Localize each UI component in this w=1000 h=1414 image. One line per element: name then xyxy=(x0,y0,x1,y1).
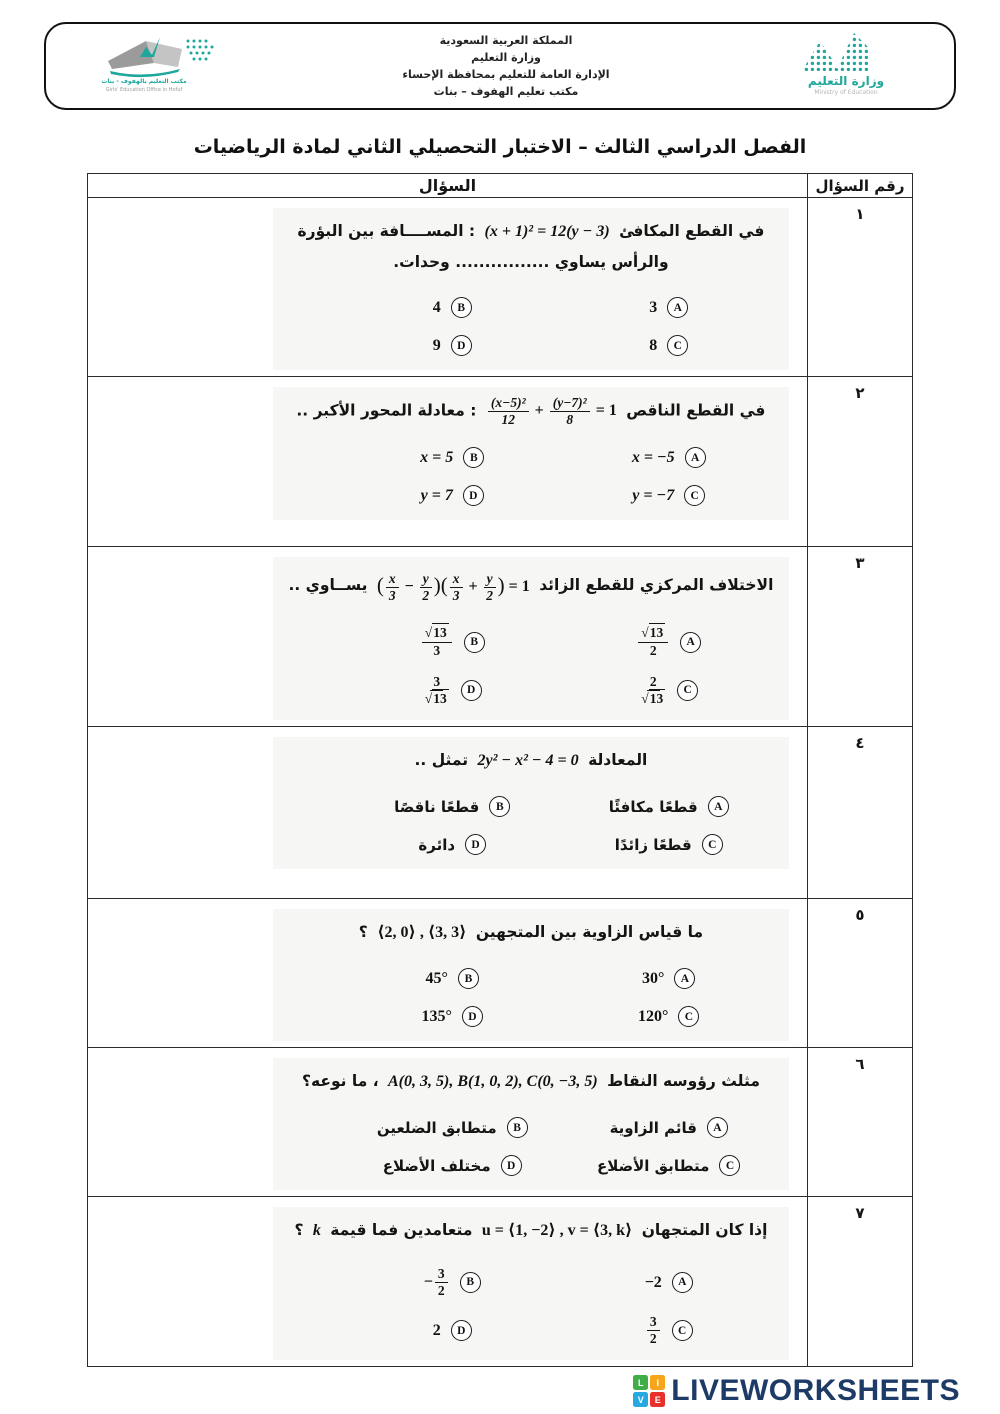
option-a[interactable] xyxy=(609,796,729,817)
arabic-text: متطابق الضلعين xyxy=(376,1118,497,1137)
option-value xyxy=(642,969,664,988)
option-value xyxy=(420,449,453,468)
option-d[interactable] xyxy=(418,834,486,855)
liveworksheets-footer xyxy=(633,1374,960,1408)
option-letter-circle: D xyxy=(501,1155,522,1176)
arabic-text: مختلف الأضلاع xyxy=(382,1156,491,1175)
liveworksheets-wordmark: LIVEWORKSHEETS xyxy=(671,1374,960,1407)
math-expression: ( $\frac{x}{3}$ − $\frac{y}{2}$ )( $\frac{x}{3}$ + $\frac{y}{2}$ ) = 1 xyxy=(376,571,530,604)
question-row xyxy=(88,1197,913,1367)
option-a[interactable] xyxy=(649,297,688,318)
math-expression xyxy=(636,626,670,657)
option-b[interactable] xyxy=(377,1117,528,1138)
moe-logo-dots xyxy=(786,31,906,73)
option-value xyxy=(638,1007,668,1026)
arabic-text: في القطع الناقص xyxy=(626,401,766,420)
option-a[interactable] xyxy=(636,626,701,657)
math-expression: x = 5 xyxy=(420,449,454,467)
fraction: $\frac{\text{(y−7)²}}{8}$ xyxy=(550,396,590,427)
math-expression: A(0, 3, 5), B(1, 0, 2), C(0, −3, 5) xyxy=(388,1073,598,1091)
option-value xyxy=(422,1007,452,1026)
question-row xyxy=(88,377,913,547)
option-letter-circle: D xyxy=(462,1006,483,1027)
live-tile-e: E xyxy=(650,1392,665,1407)
live-tile-v: V xyxy=(633,1392,648,1407)
option-letter-circle: A xyxy=(685,447,706,468)
options-grid xyxy=(344,447,777,506)
option-letter-circle: B xyxy=(463,447,484,468)
fraction: $\frac{3}{2}$ xyxy=(647,1315,660,1346)
fraction: $\frac{\text{(x−5)²}}{12}$ xyxy=(488,396,529,427)
option-value xyxy=(597,1157,709,1175)
question-number: ٥ xyxy=(808,899,913,1048)
math-expression xyxy=(423,675,451,706)
option-letter-circle: B xyxy=(451,297,472,318)
option-b[interactable] xyxy=(420,626,485,657)
option-value xyxy=(649,299,657,318)
option-c[interactable] xyxy=(597,1155,740,1176)
live-tile-i: I xyxy=(650,1375,665,1390)
questions-table xyxy=(87,173,913,1367)
math-expression: $\frac{\text{(x−5)²}}{12}$ + $\frac{\text{(y−7)²}}{8}$ = 1 xyxy=(482,395,621,427)
option-b[interactable] xyxy=(433,297,472,318)
fraction: $\frac{√13}{3}$ xyxy=(422,626,452,657)
option-d[interactable] xyxy=(433,335,472,356)
office-logo-swoosh xyxy=(110,69,180,77)
math-expression: y = −7 xyxy=(632,487,675,505)
question-number: ٤ xyxy=(808,727,913,899)
math-expression: 45° xyxy=(425,969,448,987)
arabic-text: الاختلاف المركزي للقطع الزائد xyxy=(539,576,774,595)
math-expression: 4 xyxy=(432,299,441,317)
option-value xyxy=(433,337,441,356)
option-value xyxy=(632,449,675,468)
question-column-header: السؤال xyxy=(88,174,808,198)
question-line xyxy=(285,1066,777,1097)
question-body xyxy=(273,208,789,370)
question-cell xyxy=(88,899,808,1048)
arabic-text: قائم الزاوية xyxy=(609,1118,697,1137)
option-letter-circle: B xyxy=(460,1272,481,1293)
option-value xyxy=(632,487,674,506)
table-header-row xyxy=(88,174,913,198)
question-cell xyxy=(88,198,808,377)
options-grid xyxy=(344,626,777,706)
office-logo xyxy=(94,31,226,101)
option-letter-circle: D xyxy=(451,1320,472,1341)
radical-vinculum: 13 xyxy=(649,625,664,641)
option-value xyxy=(423,675,451,706)
question-row xyxy=(88,899,913,1048)
option-letter-circle: A xyxy=(674,968,695,989)
radical-vinculum: 13 xyxy=(649,690,664,706)
math-expression: 3 xyxy=(649,299,658,317)
option-letter-circle: D xyxy=(465,834,486,855)
letterhead-text xyxy=(402,32,609,100)
math-expression: 120° xyxy=(638,1007,669,1025)
letterhead-line-country: المملكة العربية السعودية xyxy=(439,34,573,47)
option-value xyxy=(377,1119,497,1137)
option-letter-circle: B xyxy=(489,796,510,817)
page-title: الفصل الدراسي الثالث – الاختبار التحصيلي الثاني لمادة الرياضيات xyxy=(193,136,807,158)
option-letter-circle: C xyxy=(667,335,688,356)
letterhead-line-ministry: وزارة التعليم xyxy=(471,51,541,64)
option-value xyxy=(639,675,667,706)
question-cell xyxy=(88,1048,808,1197)
option-letter-circle: B xyxy=(458,968,479,989)
math-expression: 9 xyxy=(432,337,441,355)
fraction: $\frac{y}{2}$ xyxy=(420,572,432,603)
option-value xyxy=(609,798,698,816)
math-expression: (x + 1)² = 12(y − 3) xyxy=(484,223,610,240)
liveworksheets-icon xyxy=(633,1375,665,1407)
option-b[interactable] xyxy=(424,1267,481,1298)
arabic-text: المعادلة xyxy=(588,751,648,770)
option-value xyxy=(394,798,479,816)
moe-logo-subtitle: Ministry of Education xyxy=(814,89,878,96)
fraction: $\frac{x}{3}$ xyxy=(450,572,463,603)
question-body xyxy=(273,557,789,720)
option-c[interactable] xyxy=(638,1006,699,1027)
option-letter-circle: C xyxy=(684,485,705,506)
question-number: ٢ xyxy=(808,377,913,547)
option-value xyxy=(383,1157,491,1175)
arabic-text: قطعًا مكافئًا xyxy=(608,797,698,816)
option-value xyxy=(420,626,454,657)
question-body xyxy=(273,1058,789,1190)
options-grid xyxy=(344,796,777,855)
option-letter-circle: D xyxy=(451,335,472,356)
math-expression: 2 xyxy=(432,1321,441,1339)
question-cell xyxy=(88,1197,808,1367)
arabic-text: متعامدين فما قيمة xyxy=(330,1221,473,1240)
arabic-text: ما قياس الزاوية بين المتجهين xyxy=(475,923,704,942)
radical-vinculum: 13 xyxy=(433,690,447,706)
option-a[interactable] xyxy=(632,447,706,468)
question-cell xyxy=(88,727,808,899)
option-value xyxy=(418,836,455,854)
arabic-text: ؟ xyxy=(294,1221,304,1240)
question-line xyxy=(285,745,777,776)
math-expression xyxy=(639,675,667,706)
question-number: ٣ xyxy=(808,547,913,727)
math-expression: 30° xyxy=(642,969,665,987)
question-row xyxy=(88,198,913,377)
option-c[interactable] xyxy=(639,675,698,706)
question-line xyxy=(285,395,777,427)
option-d[interactable] xyxy=(421,485,484,506)
option-letter-circle: C xyxy=(677,680,698,701)
option-letter-circle: B xyxy=(464,632,485,653)
fraction: $\frac{3}{√13}$ xyxy=(424,673,447,706)
radical-vinculum: 13 xyxy=(433,625,447,641)
moe-logo-title: وزارة التعليم xyxy=(807,74,885,88)
option-value xyxy=(636,626,670,657)
option-value xyxy=(645,1315,662,1346)
option-a[interactable] xyxy=(642,968,695,989)
arabic-text: قطعًا زائدًا xyxy=(614,835,692,854)
arabic-text: في القطع المكافئ xyxy=(619,222,765,241)
fraction: $\frac{y}{2}$ xyxy=(484,572,496,603)
fraction: $\frac{x}{3}$ xyxy=(386,572,399,603)
option-value xyxy=(424,1267,450,1298)
fraction: $\frac{2}{√13}$ xyxy=(641,673,664,706)
option-value xyxy=(610,1119,697,1137)
options-grid xyxy=(344,1117,777,1176)
option-value xyxy=(433,1321,441,1340)
question-number: ٧ xyxy=(808,1197,913,1367)
option-value xyxy=(649,337,657,356)
option-value xyxy=(426,969,448,988)
option-c[interactable] xyxy=(645,1315,693,1346)
option-letter-circle: A xyxy=(667,297,688,318)
options-grid xyxy=(344,968,777,1027)
option-b[interactable] xyxy=(426,968,479,989)
question-body xyxy=(273,1207,789,1360)
question-line xyxy=(285,917,777,948)
question-row xyxy=(88,727,913,899)
arabic-text: إذا كان المتجهان xyxy=(641,1221,768,1240)
option-c[interactable] xyxy=(649,335,688,356)
option-letter-circle: A xyxy=(680,632,701,653)
question-row xyxy=(88,1048,913,1197)
fraction: $\frac{3}{2}$ xyxy=(435,1267,448,1298)
arabic-text: ، ما نوعه؟ xyxy=(301,1072,379,1091)
office-logo-dots xyxy=(187,40,214,61)
option-letter-circle: C xyxy=(672,1320,693,1341)
arabic-text: : المســــافة بين البؤرة xyxy=(297,222,476,241)
option-letter-circle: A xyxy=(708,796,729,817)
letterhead xyxy=(44,22,956,110)
letterhead-line-directorate: الإدارة العامة للتعليم بمحافظة الإحساء xyxy=(402,68,610,81)
option-letter-circle: A xyxy=(707,1117,728,1138)
option-letter-circle: D xyxy=(463,485,484,506)
arabic-text: قطعًا ناقصًا xyxy=(394,797,480,816)
math-expression: u = ⟨1, −2⟩ , v = ⟨3, k⟩ xyxy=(481,1222,633,1240)
option-letter-circle: C xyxy=(702,834,723,855)
question-line xyxy=(285,1215,777,1246)
arabic-text: : معادلة المحور الأكبر .. xyxy=(296,401,477,420)
number-column-header: رقم السؤال xyxy=(808,174,913,198)
option-d[interactable] xyxy=(383,1155,522,1176)
math-expression: 8 xyxy=(649,337,658,355)
option-value xyxy=(433,299,441,318)
arabic-text: تمثل .. xyxy=(414,751,469,770)
option-letter-circle: C xyxy=(719,1155,740,1176)
question-body xyxy=(273,737,789,869)
question-line xyxy=(285,216,777,247)
question-body xyxy=(273,909,789,1041)
arabic-text: والرأس يساوي ................ وحدات. xyxy=(393,253,669,272)
math-expression: ⟨2, 0⟩ , ⟨3, 3⟩ xyxy=(377,924,467,942)
arabic-text: دائرة xyxy=(418,835,456,854)
fraction: $\frac{√13}{2}$ xyxy=(638,626,668,657)
option-value xyxy=(645,1273,662,1292)
option-c[interactable] xyxy=(632,485,705,506)
math-expression: x = −5 xyxy=(631,449,675,467)
arabic-text: مثلث رؤوسه النقاط xyxy=(607,1072,760,1091)
option-letter-circle: D xyxy=(461,680,482,701)
math-expression: k xyxy=(312,1222,321,1240)
option-letter-circle: B xyxy=(507,1117,528,1138)
option-value xyxy=(615,836,692,854)
options-grid xyxy=(344,1267,777,1347)
math-expression: − $\frac{3}{2}$ xyxy=(424,1267,450,1298)
math-expression xyxy=(420,626,454,657)
options-grid xyxy=(344,297,777,356)
question-line xyxy=(285,565,777,606)
math-expression: 2y² − x² − 4 = 0 xyxy=(477,752,579,770)
option-b[interactable] xyxy=(420,447,484,468)
arabic-text: متطابق الأضلاع xyxy=(597,1156,710,1175)
question-cell xyxy=(88,377,808,547)
math-expression: −2 xyxy=(644,1273,662,1291)
option-a[interactable] xyxy=(645,1267,693,1298)
option-value xyxy=(421,487,453,506)
moe-logo xyxy=(786,31,906,101)
live-tile-l: L xyxy=(633,1375,648,1390)
letterhead-line-office: مكتب تعليم الهفوف – بنات xyxy=(433,85,579,98)
option-letter-circle: C xyxy=(678,1006,699,1027)
office-logo-arabic-line: مكتب التعليم بالهفوف - بنات xyxy=(101,78,187,85)
question-line xyxy=(285,247,777,277)
option-b[interactable] xyxy=(394,796,510,817)
arabic-text: ؟ xyxy=(358,923,368,942)
math-expression: y = 7 xyxy=(420,487,453,505)
math-expression: 135° xyxy=(421,1007,452,1025)
question-body xyxy=(273,387,789,520)
math-expression xyxy=(645,1315,662,1346)
question-number: ٦ xyxy=(808,1048,913,1197)
option-d[interactable] xyxy=(422,1006,483,1027)
question-row xyxy=(88,547,913,727)
option-d[interactable] xyxy=(433,1315,472,1346)
option-d[interactable] xyxy=(423,675,482,706)
option-letter-circle: A xyxy=(672,1272,693,1293)
option-c[interactable] xyxy=(615,834,723,855)
arabic-text: يســاوي .. xyxy=(288,576,368,595)
office-logo-english-line: Girls' Education Office in Hofuf xyxy=(105,87,183,93)
question-number: ١ xyxy=(808,198,913,377)
question-cell xyxy=(88,547,808,727)
option-a[interactable] xyxy=(610,1117,728,1138)
